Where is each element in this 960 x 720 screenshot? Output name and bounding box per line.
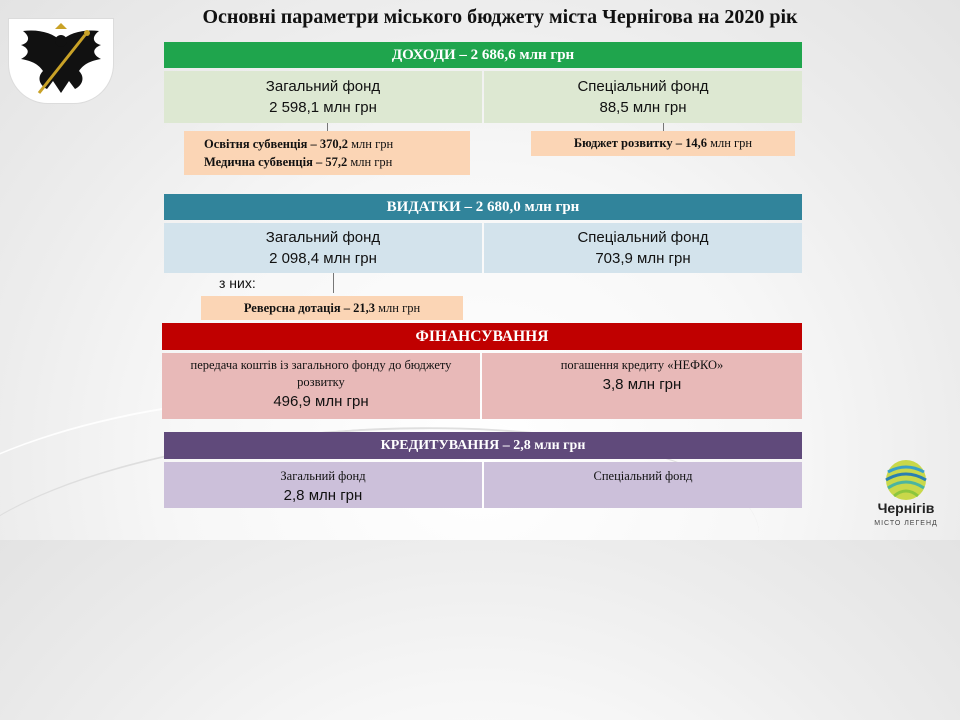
income-header: ДОХОДИ – 2 686,6 млн грн [164, 42, 802, 68]
reverse-subsidy-box: Реверсна дотація – 21,3 млн грн [201, 296, 463, 320]
expenses-special-label: Спеціальний фонд [577, 229, 709, 246]
eagle-emblem-icon [9, 19, 113, 103]
expenses-header: ВИДАТКИ – 2 680,0 млн грн [164, 194, 802, 220]
education-subvention: Освітня субвенція – 370,2 млн грн [204, 137, 394, 151]
city-coat-of-arms [8, 18, 114, 104]
connector-line [663, 123, 664, 131]
connector-line [327, 123, 328, 131]
of-which-label: з них: [219, 275, 256, 291]
financing-loan-text: погашення кредиту «НЕФКО» [560, 358, 724, 372]
subventions-box [184, 131, 470, 175]
income-general-fund [164, 71, 482, 123]
city-logo [864, 458, 948, 538]
expenses-general-label: Загальний фонд [265, 229, 381, 246]
financing-header: ФІНАНСУВАННЯ [162, 323, 802, 350]
income-special-label: Спеціальний фонд [577, 78, 709, 95]
income-general-value: 2 598,1 млн грн [269, 99, 377, 116]
financing-loan-value: 3,8 млн грн [602, 376, 682, 393]
expenses-general-value: 2 098,4 млн грн [269, 250, 377, 267]
page-title: Основні параметри міського бюджету міста Чернігова на 2020 рік [202, 6, 798, 28]
financing-transfer [162, 353, 480, 419]
logo-name: Чернігів [877, 500, 935, 516]
expenses-special-value: 703,9 млн грн [595, 250, 691, 267]
financing-loan-repayment [482, 353, 802, 419]
income-special-fund [484, 71, 802, 123]
development-budget-box: Бюджет розвитку – 14,6 млн грн [531, 131, 795, 156]
financing-transfer-text: передача коштів із загального фонду до бюджету розвитку [190, 358, 452, 389]
crediting-general-value: 2,8 млн грн [283, 487, 363, 504]
crediting-general-fund [164, 462, 482, 508]
expenses-special-fund [484, 223, 802, 273]
medical-subvention: Медична субвенція – 57,2 млн грн [204, 155, 393, 169]
income-special-value: 88,5 млн грн [599, 99, 687, 116]
income-general-label: Загальний фонд [265, 78, 381, 95]
connector-line [333, 273, 334, 293]
financing-transfer-value: 496,9 млн грн [273, 393, 369, 410]
yarn-ball-icon [864, 458, 948, 502]
crediting-general-label: Загальний фонд [280, 469, 366, 483]
crediting-special-label: Спеціальний фонд [593, 469, 693, 483]
crediting-header: КРЕДИТУВАННЯ – 2,8 млн грн [164, 432, 802, 459]
crediting-special-fund [484, 462, 802, 508]
logo-tagline: МІСТО ЛЕГЕНД [874, 520, 938, 527]
expenses-general-fund [164, 223, 482, 273]
